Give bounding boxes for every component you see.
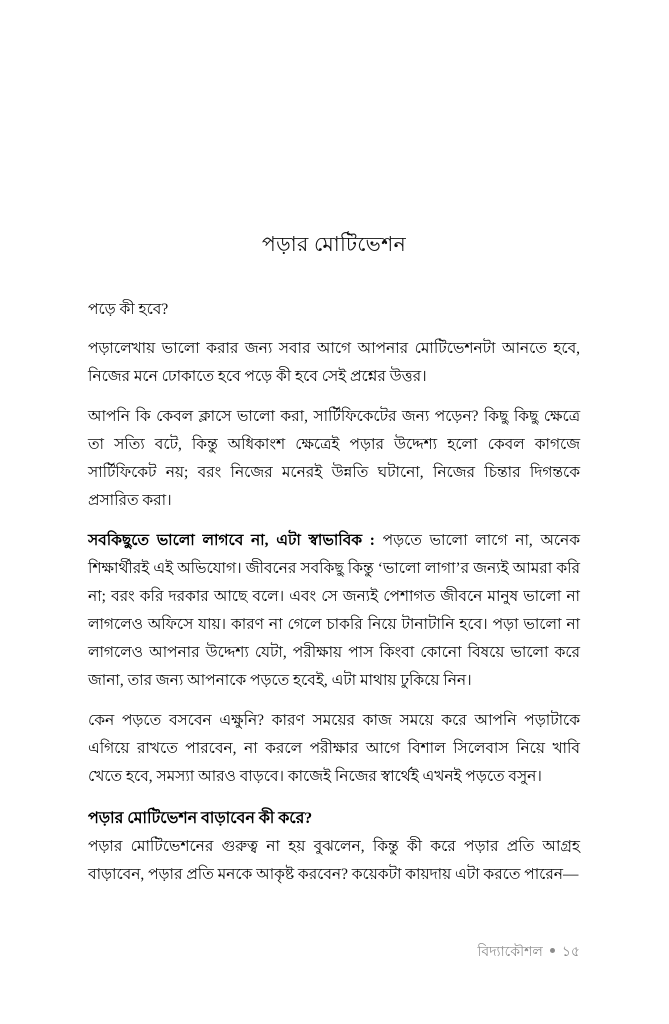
paragraph-why-study-now: কেন পড়তে বসবেন এক্ষুনি? কারণ সময়ের কাজ সময়ে করে আপনি পড়াটাকে এগিয়ে রাখতে পারবেন, না করলে পরীক্ষার আগে বিশাল সিলেবাস নিয়ে খাবি খেতে হবে, সমস্যা আরও বাড়বে। কাজেই নিজের স্বার্থেই এখনই পড়তে বসুন। — [88, 711, 580, 785]
paragraph-intro-question: পড়ে কী হবে? — [88, 300, 169, 318]
paragraph-lead-in-body: পড়তে ভালো লাগে না, অনেক শিক্ষার্থীরই এই অভিযোগ। জীবনের সবকিছু কিন্তু ‘ভালো লাগা’র জন্যই আমরা করি না; বরং করি দরকার আছে বলে। এবং সে জন্যই পেশাগত জীবনে মানুষ ভালো না লাগলেও অফিসে যায়। কারণ না গেলে চাকরি নিয়ে টানাটানি হবে। পড়া ভালো না লাগলেও আপনার উদ্দেশ্য যেটা, পরীক্ষায় পাস কিংবা কোনো বিষয়ে ভালো করে জানা, তার জন্য আপনাকে পড়তে হবেই, এটা মাথায় ঢুকিয়ে নিন। — [88, 531, 580, 689]
running-footer — [88, 944, 580, 962]
footer-book-title: বিদ্যাকৌশল — [477, 945, 543, 960]
paragraph-motivation-first: পড়ালেখায় ভালো করার জন্য সবার আগে আপনার মোটিভেশনটা আনতে হবে, নিজের মনে ঢোকাতে হবে পড়ে কী হবে সেই প্রশ্নের উত্তর। — [88, 339, 580, 385]
sub-heading-how-to-boost-motivation: পড়ার মোটিভেশন বাড়াবেন কী করে? — [88, 809, 313, 827]
bullet-dot-icon — [550, 948, 555, 953]
footer-page-number: ১৫ — [561, 945, 580, 960]
paragraph-certificate: আপনি কি কেবল ক্লাসে ভালো করা, সার্টিফিকেটের জন্য পড়েন? কিছু কিছু ক্ষেত্রে তা সত্যি বটে, কিন্তু অধিকাংশ ক্ষেত্রেই পড়ার উদ্দেশ্য হলো কেবল কাগজে সার্টিফিকেট নয়; বরং নিজের মনেরই উন্নতি ঘটানো, নিজের চিন্তার দিগন্তকে প্রসারিত করা। — [88, 407, 580, 509]
page-content — [88, 232, 580, 889]
chapter-title: পড়ার মোটিভেশন — [261, 234, 407, 256]
paragraph-closing: পড়ার মোটিভেশনের গুরুত্ব না হয় বুঝলেন, কিন্তু কী করে পড়ার প্রতি আগ্রহ বাড়াবেন, পড়ার প্রতি মনকে আকৃষ্ট করবেন? কয়েকটা কায়দায় এটা করতে পারেন— — [88, 837, 580, 883]
paragraph-lead-in-bold: সবকিছুতে ভালো লাগবে না, এটা স্বাভাবিক : — [88, 531, 375, 549]
paragraph-natural-dislike — [88, 527, 580, 695]
